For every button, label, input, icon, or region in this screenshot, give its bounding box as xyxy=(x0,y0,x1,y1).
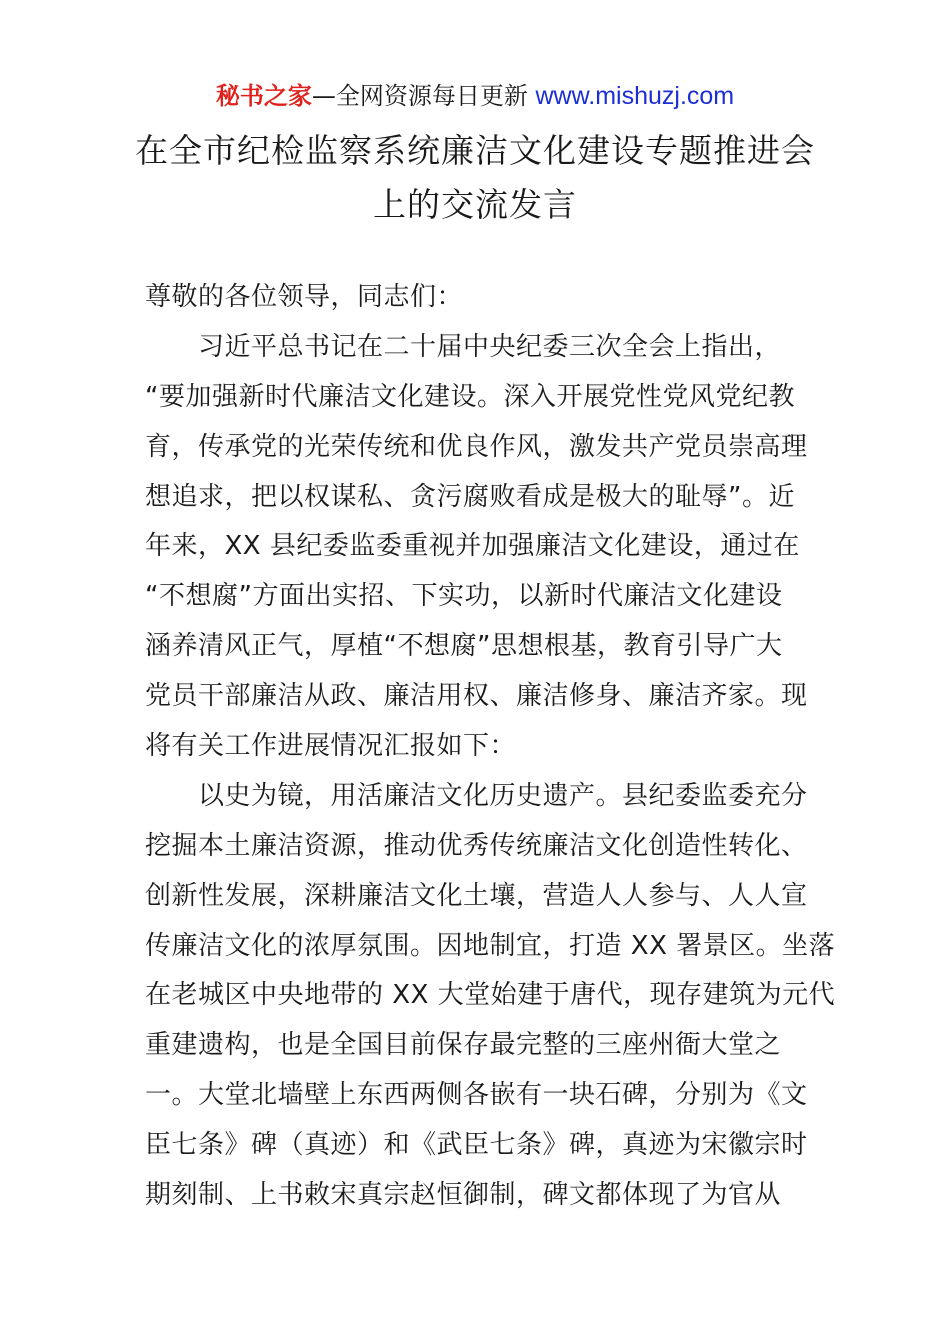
paragraph-line: 年来，XX 县纪委监委重视并加强廉洁文化建设，通过在 xyxy=(145,531,800,562)
paragraph-line: 在老城区中央地带的 XX 大堂始建于唐代，现存建筑为元代 xyxy=(145,980,836,1011)
paragraph-line: 党员干部廉洁从政、廉洁用权、廉洁修身、廉洁齐家。现 xyxy=(145,681,808,712)
document-body xyxy=(145,273,836,1221)
title-line: 上的交流发言 xyxy=(373,185,577,224)
paragraph-line: 将有关工作进展情况汇报如下： xyxy=(145,731,517,762)
site-tagline: —全网资源每日更新 xyxy=(311,82,536,110)
paragraph-line: 育，传承党的光荣传统和优良作风，激发共产党员崇高理 xyxy=(145,431,808,462)
paragraph-line: 臣七条》碑（真迹）和《武臣七条》碑，真迹为宋徽宗时 xyxy=(145,1130,808,1161)
title-line: 在全市纪检监察系统廉洁文化建设专题推进会 xyxy=(135,131,815,170)
document-title xyxy=(60,124,890,232)
paragraph-line: 以史为镜，用活廉洁文化历史遗产。县纪委监委充分 xyxy=(145,780,808,811)
paragraph-line: 一。大堂北墙壁上东西两侧各嵌有一块石碑，分别为《文 xyxy=(145,1080,808,1111)
paragraph-line: 创新性发展，深耕廉洁文化土壤，营造人人参与、人人宣 xyxy=(145,880,808,911)
paragraph-line: 习近平总书记在二十届中央纪委三次全会上指出， xyxy=(145,331,782,362)
paragraph-line: 传廉洁文化的浓厚氛围。因地制宜，打造 XX 署景区。坐落 xyxy=(145,930,836,961)
paragraph-line: 期刻制、上书敕宋真宗赵恒御制，碑文都体现了为官从 xyxy=(145,1180,782,1211)
site-url-link[interactable]: www.mishuzj.com xyxy=(535,82,735,110)
paragraph-line: 挖掘本土廉洁资源，推动优秀传统廉洁文化创造性转化、 xyxy=(145,830,808,861)
paragraph-line: “不想腐”方面出实招、下实功，以新时代廉洁文化建设 xyxy=(145,581,783,612)
paragraph-line: “要加强新时代廉洁文化建设。深入开展党性党风党纪教 xyxy=(145,381,795,412)
paragraph-line: 想追求，把以权谋私、贪污腐败看成是极大的耻辱”。近 xyxy=(145,481,795,512)
paragraph-line: 涵养清风正气，厚植“不想腐”思想根基，教育引导广大 xyxy=(145,631,783,662)
site-name: 秘书之家 xyxy=(215,82,312,110)
salutation: 尊敬的各位领导，同志们： xyxy=(145,282,464,312)
paragraph-line: 重建遗构，也是全国目前保存最完整的三座州衙大堂之 xyxy=(145,1030,782,1061)
site-header xyxy=(0,80,950,112)
